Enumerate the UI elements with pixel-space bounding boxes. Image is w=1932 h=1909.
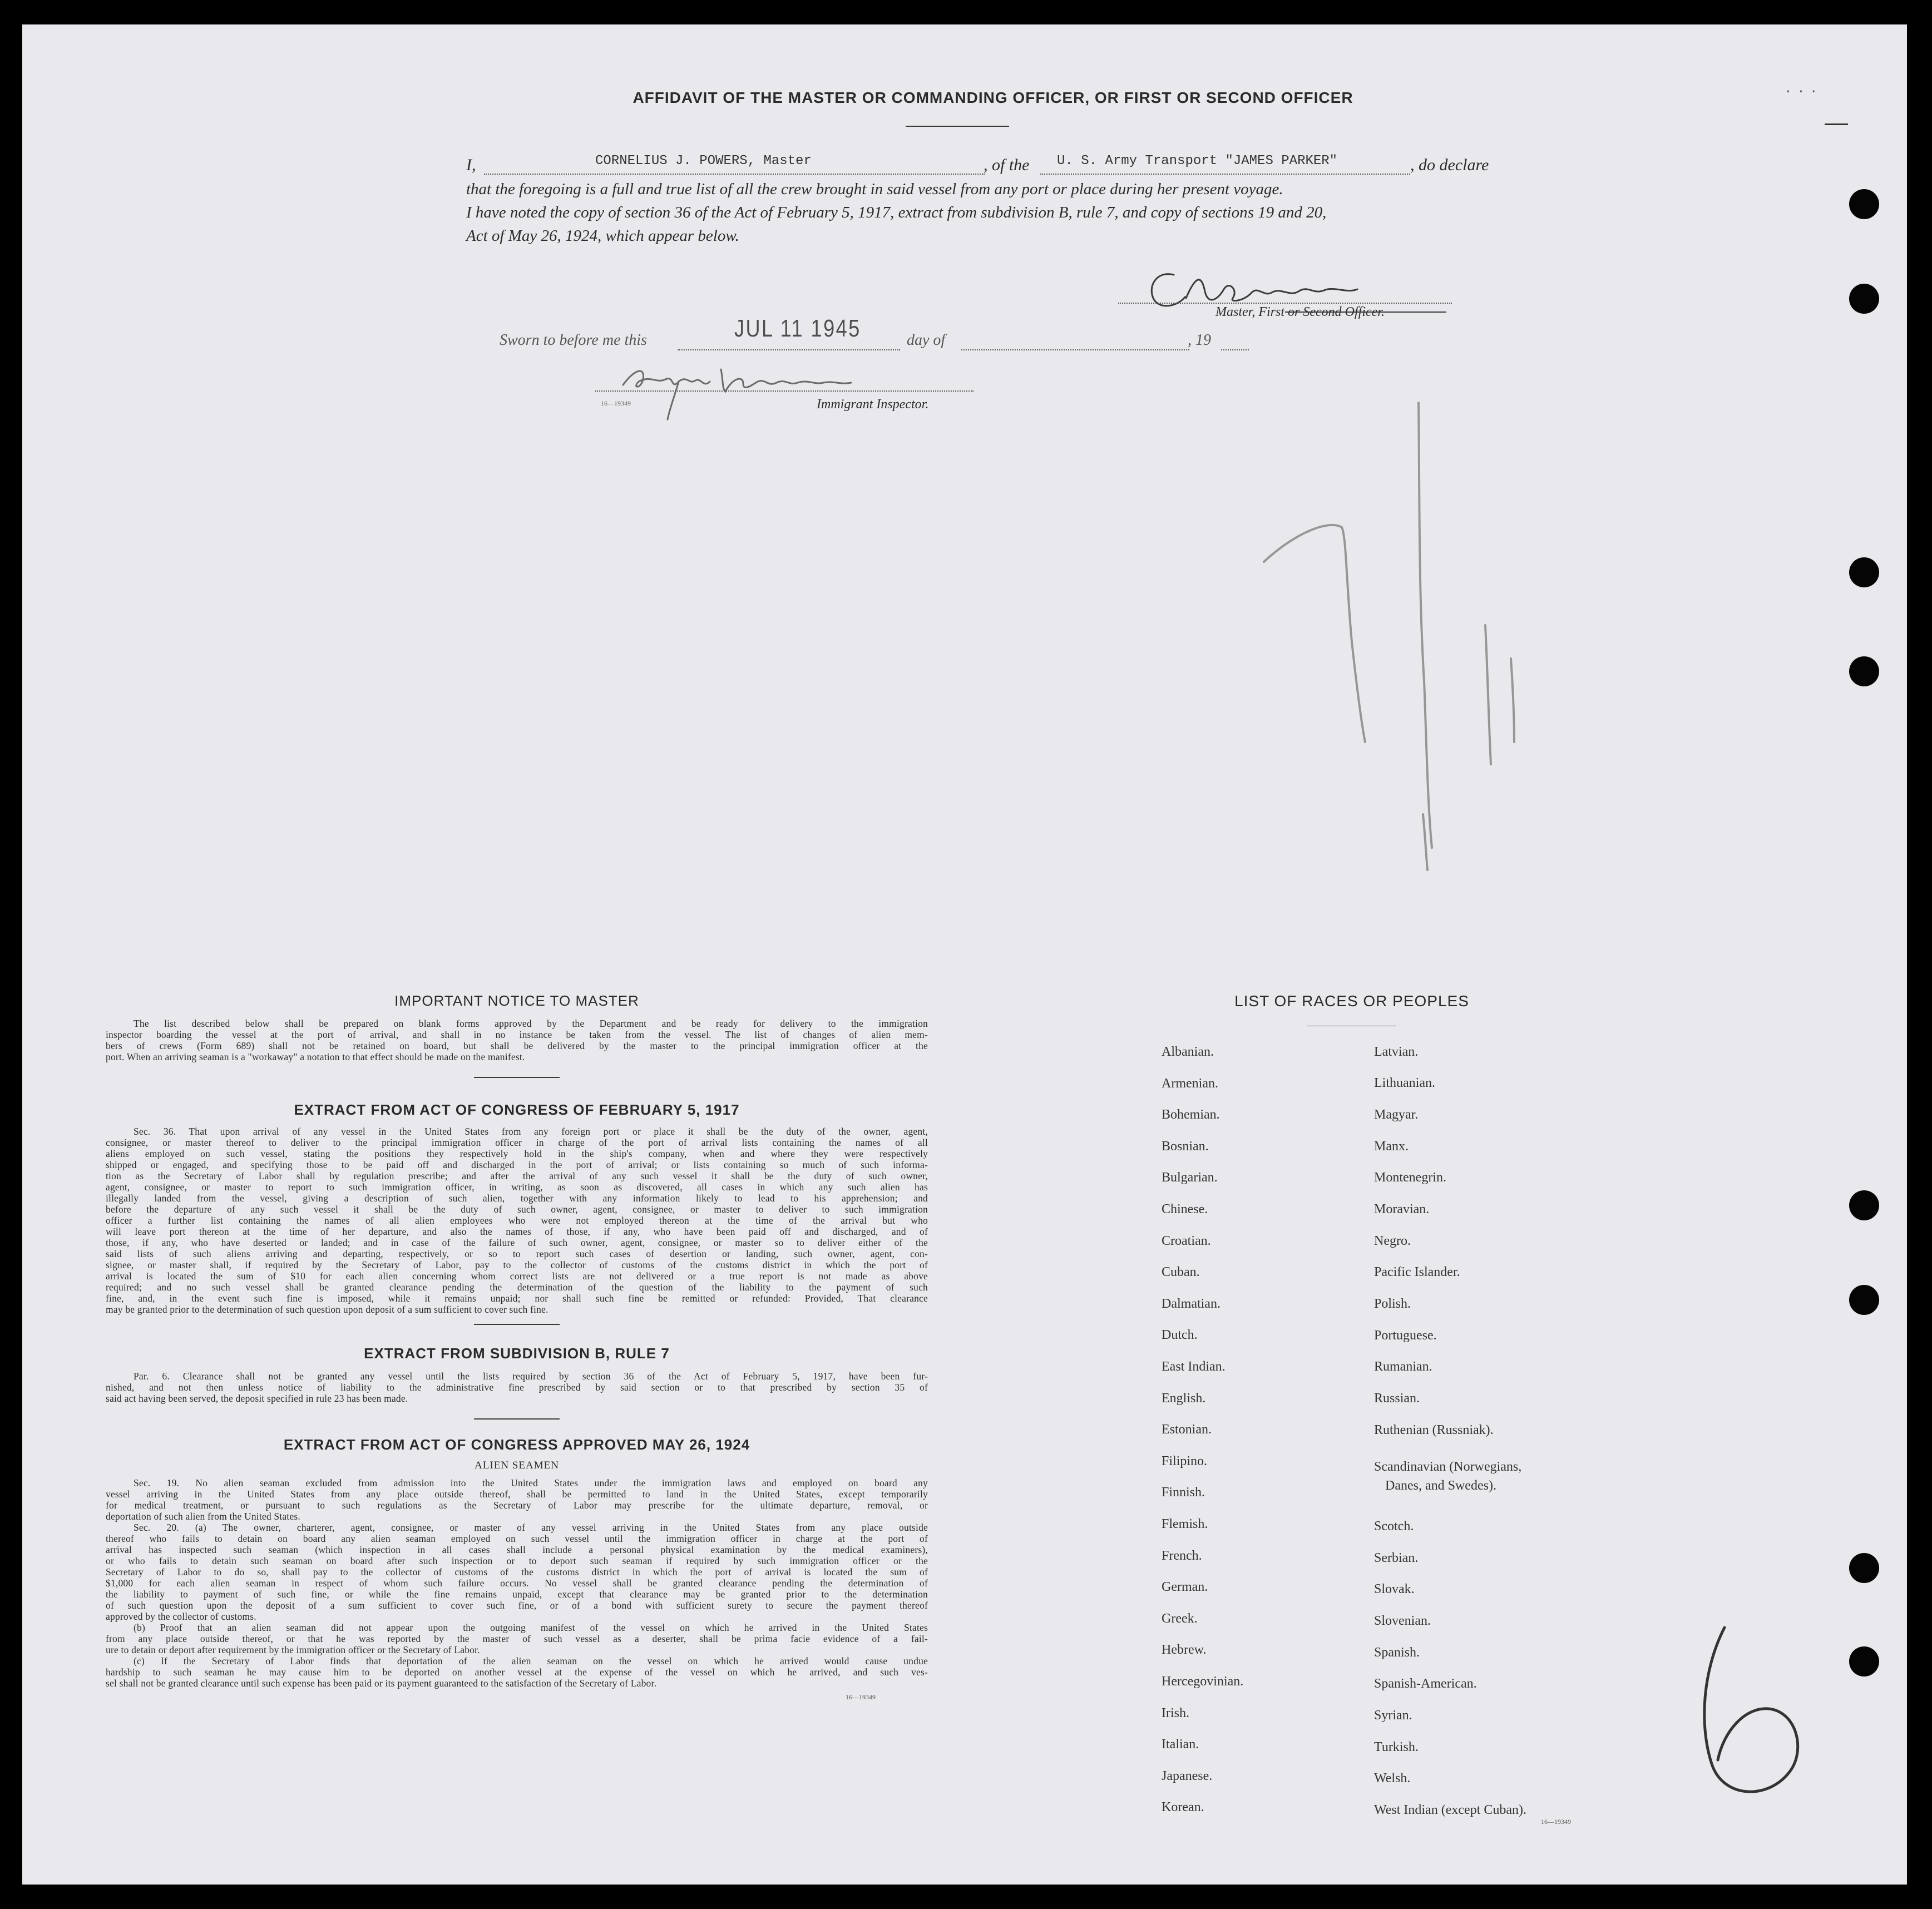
race-item: Scandinavian (Norwegians, — [1374, 1460, 1522, 1474]
extract-1924-line: thereof who fails to detain on board any alien seaman employed on such vessel until the immigration officer in charge at the port of — [106, 1533, 928, 1544]
punch-hole — [1849, 1285, 1879, 1315]
extract-1924-form-number: 16—19349 — [846, 1693, 876, 1701]
race-item: Turkish. — [1374, 1740, 1419, 1754]
race-item: Ruthenian (Russniak). — [1374, 1423, 1494, 1437]
section-divider — [474, 1418, 560, 1420]
race-item: Filipino. — [1162, 1453, 1208, 1468]
race-item: German. — [1162, 1580, 1208, 1595]
pencil-marks — [1257, 380, 1569, 898]
extract-1924-line: (b) Proof that an alien seaman did not appear upon the outgoing manifest of the vessel on which he arrived in the United States — [134, 1622, 928, 1633]
race-item: Estonian. — [1162, 1422, 1212, 1437]
punch-hole — [1849, 1553, 1879, 1583]
extract-1917-line: may be granted prior to the determination of such question upon deposit of a sum sufficient to cover such fine. — [106, 1304, 549, 1315]
title-divider — [906, 126, 1009, 127]
race-item: Moravian. — [1374, 1202, 1430, 1216]
section-divider — [474, 1077, 560, 1078]
race-item: Serbian. — [1374, 1551, 1419, 1565]
extract-1917-text — [106, 1126, 928, 1315]
extract-1924-line: vessel arriving in the United States from any place outside thereof, shall be permitted to land in the United States, except temporarily — [106, 1488, 928, 1500]
corner-mark-dots: ··· — [1786, 82, 1824, 101]
extract-rule7-text — [106, 1371, 928, 1404]
extract-1924-line: the liability to payment of such fine, or while the fine remains unpaid, except that clearance may be granted prior to the determination — [106, 1589, 928, 1600]
race-item: Cuban. — [1162, 1265, 1200, 1280]
race-item: Russian. — [1374, 1391, 1420, 1406]
race-item: Flemish. — [1162, 1517, 1208, 1531]
extract-1924-line: ure to detain or deport after requirement by the immigration officer or the Secretary of Labor. — [106, 1644, 480, 1655]
race-item: Finnish. — [1162, 1485, 1205, 1500]
race-item: Greek. — [1162, 1611, 1198, 1626]
year-label: , 19 — [1188, 332, 1211, 349]
extract-1917-line: said lists of such aliens arriving and departing, respectively, or so to report such cases of desertion or landing, such owner, agent, con- — [106, 1248, 928, 1259]
extract-rule7-title: EXTRACT FROM SUBDIVISION B, RULE 7 — [364, 1345, 670, 1362]
punch-hole — [1849, 1190, 1879, 1220]
notice-line: The list described below shall be prepared on blank forms approved by the Department and be ready for delivery to the immigration — [134, 1018, 928, 1029]
vessel-line — [1040, 174, 1410, 175]
punch-hole — [1849, 284, 1879, 314]
affidavit-line-4: Act of May 26, 1924, which appear below. — [466, 227, 739, 245]
race-item: Polish. — [1374, 1297, 1411, 1311]
race-item: Spanish-American. — [1374, 1676, 1477, 1691]
races-title: LIST OF RACES OR PEOPLES — [1234, 992, 1469, 1010]
race-item: Bosnian. — [1162, 1139, 1209, 1154]
extract-1924-line: sel shall not be granted clearance until such expense has been paid or its payment guaranteed to the satisfaction of the Secretary of Labor. — [106, 1678, 657, 1689]
extract-1924-line: of such question upon the deposit of a sum sufficient to cover such fine, or of a bond with sufficient surety to secure the payment thereof — [106, 1600, 928, 1611]
extract-1924-line: (c) If the Secretary of Labor finds that deportation of the alien seaman on the vessel on which he arrived would cause undue — [134, 1655, 928, 1666]
race-item: East Indian. — [1162, 1359, 1226, 1374]
race-item: Italian. — [1162, 1737, 1199, 1752]
punch-hole — [1849, 1646, 1879, 1676]
extract-1924-subtitle: ALIEN SEAMEN — [475, 1460, 559, 1471]
extract-1917-line: before the departure of any such vessel it shall be the duty of such owner, agent, consignee, or master to deliver to such immigration — [106, 1204, 928, 1215]
affidavit-form-number: 16—19349 — [601, 399, 631, 407]
notice-title: IMPORTANT NOTICE TO MASTER — [394, 992, 639, 1009]
name-line — [484, 174, 985, 175]
master-label: Master, First or Second Officer. — [1215, 305, 1385, 319]
of-the-label: , of the — [984, 156, 1030, 174]
extract-rule7-line: Par. 6. Clearance shall not be granted any vessel until the lists required by section 36 of the Act of February 5, 1917, have been fur- — [134, 1371, 928, 1382]
extract-1917-line: fine, and, in the event such fine is imposed, while it remains unpaid; nor shall such fine be remitted or refunded: Provided, That clearance — [106, 1293, 928, 1304]
corner-mark-dash — [1825, 123, 1848, 125]
extract-1917-line: illegally landed from the vessel, giving a description of such alien, together with any information likely to lead to his apprehension; and — [106, 1193, 928, 1204]
race-item: Chinese. — [1162, 1202, 1208, 1216]
race-item: Slovenian. — [1374, 1614, 1431, 1628]
race-item: Negro. — [1374, 1234, 1411, 1248]
strikethrough-first-or-second — [1285, 311, 1446, 313]
race-item: West Indian (except Cuban). — [1374, 1803, 1526, 1817]
sworn-label: Sworn to before me this — [500, 332, 647, 349]
extract-1924-line: Sec. 19. No alien seaman excluded from admission into the United States under the immigration laws and employed on board any — [134, 1477, 928, 1488]
extract-1924-line: or who fails to detain such seaman on board after such inspection or to deport such seaman if required by such immigration officer or the — [106, 1555, 928, 1566]
extract-1917-line: required; and no such vessel shall be granted clearance pending the determination of the question of the liability to the payment of such — [106, 1282, 928, 1293]
punch-hole — [1849, 557, 1879, 587]
do-declare-label: , do declare — [1410, 156, 1489, 174]
race-item: Manx. — [1374, 1139, 1409, 1154]
extract-1924-line: arrival has inspected such seaman (which inspection in all cases shall include a personal physical examination by the medical examiners), — [106, 1544, 928, 1555]
vessel-name-typed: U. S. Army Transport "JAMES PARKER" — [1057, 154, 1338, 169]
race-item: Syrian. — [1374, 1708, 1412, 1723]
inspector-label: Immigrant Inspector. — [817, 397, 929, 412]
race-item: Armenian. — [1162, 1076, 1218, 1091]
race-item: Croatian. — [1162, 1233, 1211, 1248]
extract-1924-line: approved by the collector of customs. — [106, 1611, 256, 1622]
extract-1917-line: Sec. 36. That upon arrival of any vessel in the United States from any foreign port or place it shall be the duty of the owner, agent, — [134, 1126, 928, 1137]
race-item: Lithuanian. — [1374, 1076, 1435, 1090]
race-item: Dalmatian. — [1162, 1296, 1221, 1311]
race-item: Albanian. — [1162, 1045, 1214, 1059]
handwritten-page-number — [1691, 1621, 1825, 1804]
extract-1917-line: tion as the Secretary of Labor shall by regulation prescribe; and after the arrival of any such vessel it shall be the duty of such owner, — [106, 1170, 928, 1181]
punch-hole — [1849, 189, 1879, 219]
master-signature-line — [1118, 303, 1452, 304]
race-item: Rumanian. — [1374, 1359, 1432, 1374]
extract-1924-line: Sec. 20. (a) The owner, charterer, agent, consignee, or master of any vessel arriving in the United States from any place outside — [134, 1522, 928, 1533]
race-item: Montenegrin. — [1374, 1170, 1446, 1185]
race-item: Bohemian. — [1162, 1107, 1220, 1122]
extract-1924-line: for medical treatment, or pursuant to such regulations as the Secretary of Labor may prescribe for the ultimate departure, removal, or — [106, 1500, 928, 1511]
extract-1917-line: will leave port thereon at the time of her departure, and also the names of those, if any, who have been paid off and discharged, and of — [106, 1226, 928, 1237]
race-item: Portuguese. — [1374, 1328, 1437, 1343]
year-line — [1221, 349, 1249, 350]
race-item: Irish. — [1162, 1705, 1189, 1720]
extract-rule7-line: nished, and not then unless notice of liability to the administrative fine prescribed by said section or to that prescribed by section 35 of — [106, 1382, 928, 1393]
race-item: Hercegovinian. — [1162, 1674, 1244, 1689]
race-item: Welsh. — [1374, 1771, 1411, 1786]
notice-line: bers of crews (Form 689) shall not be retained on board, but shall be delivered by the master to the principal immigration officer at the — [106, 1040, 928, 1051]
extract-1917-line: arrival is located the sum of $10 for each alien concerning whom correct lists are not delivered or a true report is not made as above — [106, 1270, 928, 1282]
race-item: Scotch. — [1374, 1519, 1414, 1534]
race-item: Korean. — [1162, 1800, 1204, 1815]
extract-1924-line: hardship to such seaman he may cause him to be deported on another vessel at the expense of the vessel on which he arrived, and such ves- — [106, 1666, 928, 1678]
race-item: Magyar. — [1374, 1107, 1419, 1122]
extract-1917-line: those, if any, who have deserted or landed; and in case of the failure of such owner, agent, consignee, or master so to deliver either of the — [106, 1237, 928, 1248]
day-of-label: day of — [907, 332, 946, 349]
extract-1917-line: officer a further list containing the names of all alien employees who were not employed thereon at the time of the arrival but who — [106, 1215, 928, 1226]
race-item: Dutch. — [1162, 1328, 1198, 1343]
section-divider — [474, 1324, 560, 1325]
affidavit-title: AFFIDAVIT OF THE MASTER OR COMMANDING OFFICER, OR FIRST OR SECOND OFFICER — [633, 89, 1353, 106]
extract-1924-line: deportation of such alien from the United States. — [106, 1511, 300, 1522]
extract-rule7-line: said act having been served, the deposit specified in rule 23 has been made. — [106, 1393, 408, 1404]
extract-1924-text — [106, 1477, 928, 1689]
inspector-signature-line — [595, 390, 974, 392]
extract-1924-line: from any place outside thereof, or that he was reported by the master of such vessel as a deserter, shall be prima facie evidence of a fail- — [106, 1633, 928, 1644]
notice-line: port. When an arriving seaman is a "workaway" a notation to that effect should be made on the manifest. — [106, 1051, 525, 1062]
extract-1917-line: consignee, or master thereof to deliver to the principal immigration officer in charge of the port of arrival lists containing the names of all — [106, 1137, 928, 1148]
race-item: Japanese. — [1162, 1768, 1213, 1783]
punch-hole — [1849, 656, 1879, 686]
extract-1917-title: EXTRACT FROM ACT OF CONGRESS OF FEBRUARY 5, 1917 — [294, 1101, 740, 1118]
extract-1917-line: signee, or master shall, if required by the Secretary of Labor, pay to the collector of customs of the customs district in which the port of — [106, 1259, 928, 1270]
extract-1924-title: EXTRACT FROM ACT OF CONGRESS APPROVED MAY 26, 1924 — [283, 1436, 750, 1453]
affidavit-line-2: that the foregoing is a full and true list of all the crew brought in said vessel from any port or place during her present voyage. — [466, 180, 1283, 198]
race-item: Bulgarian. — [1162, 1170, 1218, 1185]
race-item: French. — [1162, 1548, 1202, 1563]
race-item: Spanish. — [1374, 1645, 1420, 1660]
race-item: Hebrew. — [1162, 1643, 1207, 1658]
affidavit-pronoun: I, — [466, 156, 476, 174]
inspector-signature — [612, 353, 868, 425]
document-page — [22, 24, 1907, 1885]
extract-1917-line: aliens employed on such vessel, stating the positions they respectively hold in the ship's company, when and where they were respectively — [106, 1148, 928, 1159]
month-line — [961, 349, 1189, 350]
extract-1917-line: agent, consignee, or master to report to such immigration officer, in writing, as soon as discovered, all cases in which any such alien has — [106, 1181, 928, 1193]
extract-1917-line: shipped or engaged, and specifying those to be paid off and discharged in the port of arrival; or lists containing so much of such informa- — [106, 1159, 928, 1170]
date-stamp: JUL 11 1945 — [734, 315, 861, 342]
master-name-typed: CORNELIUS J. POWERS, Master — [595, 154, 812, 169]
notice-text — [106, 1018, 928, 1062]
sworn-date-line — [678, 349, 900, 350]
race-item: Pacific Islander. — [1374, 1265, 1460, 1279]
race-item: Latvian. — [1374, 1045, 1419, 1059]
race-item: English. — [1162, 1391, 1206, 1406]
race-item: Danes, and Swedes). — [1385, 1478, 1496, 1493]
extract-1924-line: Secretary of Labor to do so, shall pay to the collector of customs of the customs district in which the port of arrival is located the sum of — [106, 1566, 928, 1577]
race-item: Slovak. — [1374, 1582, 1415, 1596]
races-form-number: 16—19349 — [1541, 1818, 1571, 1826]
affidavit-line-3: I have noted the copy of section 36 of the Act of February 5, 1917, extract from subdivision B, rule 7, and copy of sections 19 and 20, — [466, 204, 1327, 221]
notice-line: inspector boarding the vessel at the port of arrival, and shall in no instance be taken from the vessel. The list of changes of alien mem- — [106, 1029, 928, 1040]
extract-1924-line: $1,000 for each alien seaman in respect of whom such failure occurs. No vessel shall be granted clearance pending the determination of — [106, 1577, 928, 1589]
